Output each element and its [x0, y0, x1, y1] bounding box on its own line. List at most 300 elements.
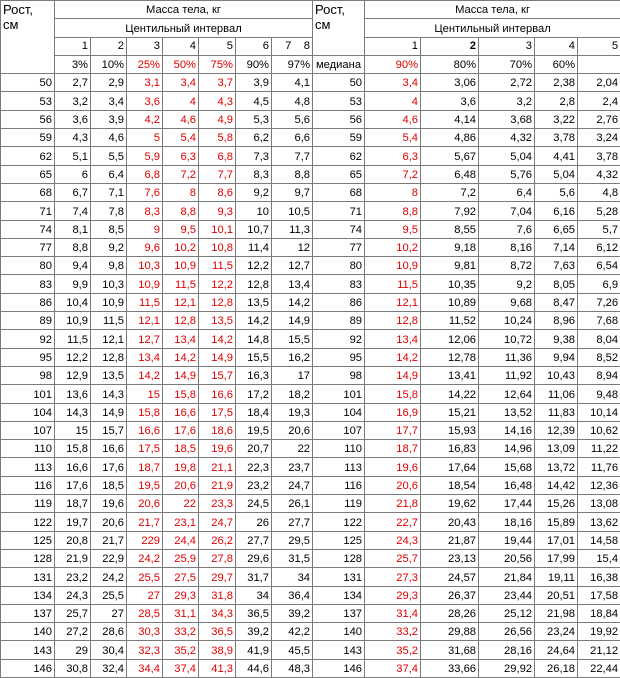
ratio-cell: 13,08 — [578, 495, 620, 513]
mass-cell: 33,2 — [163, 623, 199, 641]
ratio-cell: 2,38 — [535, 74, 578, 92]
mass-cell: 24,4 — [163, 531, 199, 549]
ratio-cell: 6,16 — [535, 202, 578, 220]
mass-cell: 45,5 — [272, 641, 313, 659]
ratio-cell: 26,37 — [421, 586, 479, 604]
mass-cell: 13,4 — [163, 330, 199, 348]
mediana-label: медиана — [313, 55, 365, 73]
table-row — [1, 513, 620, 531]
mass-cell: 23,3 — [199, 495, 236, 513]
height-cell: 137 — [313, 604, 365, 622]
ratio-cell: 21,12 — [578, 641, 620, 659]
ratio-cell: 17,99 — [535, 549, 578, 567]
ratio-cell: 33,66 — [421, 659, 479, 677]
mass-cell: 5,8 — [199, 129, 236, 147]
percentile-75: 75% — [199, 55, 236, 73]
mass-cell: 30,3 — [127, 623, 163, 641]
mass-cell: 29,7 — [199, 568, 236, 586]
mass-cell: 12,2 — [199, 275, 236, 293]
ratio-cell: 19,44 — [479, 531, 535, 549]
ratio-cell: 6,48 — [421, 165, 479, 183]
ratio-cell: 8,96 — [535, 312, 578, 330]
percentile-97: 97% — [272, 55, 313, 73]
ratio-cell: 3,22 — [535, 110, 578, 128]
ratio-cell: 6,9 — [578, 275, 620, 293]
ratio-cell: 31,68 — [421, 641, 479, 659]
mass-cell: 3,4 — [91, 92, 127, 110]
median-cell: 4 — [365, 92, 421, 110]
height-cell: 77 — [1, 238, 55, 256]
mass-cell: 34,4 — [127, 659, 163, 677]
height-cell: 71 — [313, 202, 365, 220]
mass-cell: 25,5 — [127, 568, 163, 586]
ratio-cell: 9,38 — [535, 330, 578, 348]
height-cell: 50 — [313, 74, 365, 92]
mass-cell: 21,7 — [91, 531, 127, 549]
ratio-cell: 16,38 — [578, 568, 620, 586]
mass-cell: 27,2 — [55, 623, 91, 641]
median-cell: 3,4 — [365, 74, 421, 92]
height-cell: 122 — [1, 513, 55, 531]
table-row — [1, 293, 620, 311]
mass-cell: 22 — [272, 440, 313, 458]
height-cell: 68 — [1, 183, 55, 201]
percent-80: 80% — [421, 55, 479, 73]
ratio-cell: 10,43 — [535, 366, 578, 384]
ratio-cell: 22,44 — [578, 659, 620, 677]
mass-cell: 10,9 — [55, 312, 91, 330]
mass-cell: 4 — [163, 92, 199, 110]
median-cell: 14,2 — [365, 348, 421, 366]
ratio-cell: 9,18 — [421, 238, 479, 256]
mass-cell: 8,6 — [199, 183, 236, 201]
height-cell: 119 — [313, 495, 365, 513]
ratio-cell: 5,6 — [535, 183, 578, 201]
ratio-cell: 18,84 — [578, 604, 620, 622]
ratio-cell: 11,22 — [578, 440, 620, 458]
height-cell: 83 — [313, 275, 365, 293]
percentile-50: 50% — [163, 55, 199, 73]
ratio-cell: 21,84 — [479, 568, 535, 586]
ratio-cell: 8,04 — [578, 330, 620, 348]
ratio-cell: 4,32 — [479, 129, 535, 147]
height-cell: 101 — [1, 385, 55, 403]
ratio-cell: 24,57 — [421, 568, 479, 586]
ratio-cell: 5,76 — [479, 165, 535, 183]
table-row — [1, 549, 620, 567]
mass-cell: 10,7 — [236, 220, 272, 238]
table-row — [1, 366, 620, 384]
mass-cell: 7,1 — [91, 183, 127, 201]
ratio-cell: 19,62 — [421, 495, 479, 513]
mass-cell: 35,2 — [163, 641, 199, 659]
ratio-cell: 14,16 — [479, 421, 535, 439]
ratio-cell: 19,92 — [578, 623, 620, 641]
table-row — [1, 348, 620, 366]
ratio-cell: 5,7 — [578, 220, 620, 238]
mass-cell: 8,8 — [272, 165, 313, 183]
height-cell: 131 — [1, 568, 55, 586]
ratio-cell: 11,92 — [479, 366, 535, 384]
interval-index: 3 — [479, 37, 535, 55]
mass-cell: 15,8 — [163, 385, 199, 403]
height-cell: 56 — [313, 110, 365, 128]
mass-cell: 24,7 — [272, 476, 313, 494]
height-cell: 62 — [313, 147, 365, 165]
mass-cell: 27,7 — [272, 513, 313, 531]
ratio-cell: 25,12 — [479, 604, 535, 622]
mass-cell: 20,6 — [91, 513, 127, 531]
height-cell: 104 — [313, 403, 365, 421]
mass-cell: 21,1 — [199, 458, 236, 476]
mass-cell: 27,7 — [236, 531, 272, 549]
mass-cell: 3,7 — [199, 74, 236, 92]
mass-cell: 16,6 — [55, 458, 91, 476]
mass-cell: 23,7 — [272, 458, 313, 476]
mass-cell: 5,1 — [55, 147, 91, 165]
ratio-cell: 3,78 — [578, 147, 620, 165]
ratio-cell: 7,04 — [479, 202, 535, 220]
mass-cell: 7,3 — [236, 147, 272, 165]
ratio-cell: 9,81 — [421, 257, 479, 275]
mass-cell: 26,2 — [199, 531, 236, 549]
ratio-cell: 4,14 — [421, 110, 479, 128]
centile-title-right: Центильный интервал — [365, 19, 620, 37]
ratio-cell: 9,94 — [535, 348, 578, 366]
mass-cell: 22,9 — [91, 549, 127, 567]
mass-cell: 6,6 — [272, 129, 313, 147]
mass-cell: 29,6 — [236, 549, 272, 567]
mass-cell: 17,2 — [236, 385, 272, 403]
height-cell: 101 — [313, 385, 365, 403]
mass-cell: 8,1 — [55, 220, 91, 238]
height-cell: 92 — [313, 330, 365, 348]
mass-cell: 32,3 — [127, 641, 163, 659]
mass-cell: 14,2 — [236, 312, 272, 330]
interval-index: 6 — [236, 37, 272, 55]
mass-cell: 30,4 — [91, 641, 127, 659]
ratio-cell: 20,51 — [535, 586, 578, 604]
mass-cell: 18,2 — [272, 385, 313, 403]
ratio-cell: 4,41 — [535, 147, 578, 165]
mass-cell: 23,2 — [236, 476, 272, 494]
table-row — [1, 476, 620, 494]
mass-cell: 10,2 — [163, 238, 199, 256]
height-cell: 143 — [1, 641, 55, 659]
ratio-cell: 8,05 — [535, 275, 578, 293]
ratio-cell: 2,4 — [578, 92, 620, 110]
mass-cell: 7,7 — [199, 165, 236, 183]
mass-cell: 26,1 — [272, 495, 313, 513]
table-row — [1, 495, 620, 513]
interval-index: 4 — [535, 37, 578, 55]
mass-cell: 10,1 — [199, 220, 236, 238]
ratio-cell: 8,52 — [578, 348, 620, 366]
mass-cell: 26 — [236, 513, 272, 531]
mass-cell: 5,6 — [272, 110, 313, 128]
height-cell: 104 — [1, 403, 55, 421]
mass-cell: 17 — [272, 366, 313, 384]
ratio-cell: 3,2 — [479, 92, 535, 110]
mass-cell: 12,2 — [55, 348, 91, 366]
table-row — [1, 257, 620, 275]
median-cell: 9,5 — [365, 220, 421, 238]
height-cell: 50 — [1, 74, 55, 92]
mass-cell: 10,3 — [91, 275, 127, 293]
mass-cell: 44,6 — [236, 659, 272, 677]
ratio-cell: 11,83 — [535, 403, 578, 421]
mass-cell: 8,8 — [55, 238, 91, 256]
table-row — [1, 92, 620, 110]
median-cell: 10,9 — [365, 257, 421, 275]
mass-cell: 13,4 — [272, 275, 313, 293]
mass-cell: 4,9 — [199, 110, 236, 128]
height-cell: 80 — [1, 257, 55, 275]
height-cell: 113 — [313, 458, 365, 476]
mass-cell: 12,8 — [91, 348, 127, 366]
table-row — [1, 165, 620, 183]
mass-cell: 5,5 — [91, 147, 127, 165]
mass-cell: 9,2 — [236, 183, 272, 201]
mass-cell: 6,4 — [91, 165, 127, 183]
ratio-cell: 24,64 — [535, 641, 578, 659]
mass-cell: 48,3 — [272, 659, 313, 677]
ratio-cell: 11,36 — [479, 348, 535, 366]
ratio-cell: 6,65 — [535, 220, 578, 238]
mass-cell: 11,5 — [199, 257, 236, 275]
table-row — [1, 183, 620, 201]
mass-cell: 10,9 — [127, 275, 163, 293]
mass-cell: 3,2 — [55, 92, 91, 110]
table-row — [1, 440, 620, 458]
height-label: Рост, — [3, 2, 33, 17]
mass-cell: 229 — [127, 531, 163, 549]
median-cell: 35,2 — [365, 641, 421, 659]
ratio-cell: 14,42 — [535, 476, 578, 494]
median-cell: 20,6 — [365, 476, 421, 494]
table-body — [1, 74, 620, 678]
height-cell: 107 — [1, 421, 55, 439]
ratio-cell: 6,4 — [479, 183, 535, 201]
mass-cell: 17,6 — [163, 421, 199, 439]
median-cell: 12,8 — [365, 312, 421, 330]
mass-cell: 17,6 — [55, 476, 91, 494]
table-row — [1, 385, 620, 403]
ratio-cell: 10,89 — [421, 293, 479, 311]
mass-cell: 36,4 — [272, 586, 313, 604]
mass-cell: 16,2 — [272, 348, 313, 366]
ratio-cell: 13,72 — [535, 458, 578, 476]
mass-cell: 24,5 — [236, 495, 272, 513]
mass-cell: 12,8 — [199, 293, 236, 311]
mass-cell: 18,5 — [163, 440, 199, 458]
median-cell: 25,7 — [365, 549, 421, 567]
mass-cell: 16,6 — [163, 403, 199, 421]
height-unit: см — [315, 17, 330, 32]
mass-cell: 25,7 — [55, 604, 91, 622]
median-cell: 18,7 — [365, 440, 421, 458]
percentile-3: 3% — [55, 55, 91, 73]
mass-cell: 18,5 — [91, 476, 127, 494]
height-cell: 143 — [313, 641, 365, 659]
mass-cell: 25,9 — [163, 549, 199, 567]
mass-cell: 29,3 — [163, 586, 199, 604]
mass-cell: 9,2 — [91, 238, 127, 256]
mass-cell: 9,8 — [91, 257, 127, 275]
mass-cell: 36,5 — [199, 623, 236, 641]
mass-cell: 12,1 — [163, 293, 199, 311]
median-cell: 27,3 — [365, 568, 421, 586]
mass-cell: 9,3 — [199, 202, 236, 220]
mass-cell: 3,6 — [55, 110, 91, 128]
height-cell: 71 — [1, 202, 55, 220]
mass-cell: 22,3 — [236, 458, 272, 476]
height-cell: 113 — [1, 458, 55, 476]
mass-cell: 8,8 — [163, 202, 199, 220]
mass-cell: 14,2 — [272, 293, 313, 311]
ratio-cell: 12,06 — [421, 330, 479, 348]
mass-cell: 9,9 — [55, 275, 91, 293]
mass-cell: 29,5 — [272, 531, 313, 549]
height-header-right — [313, 1, 365, 56]
height-cell: 59 — [1, 129, 55, 147]
mass-cell: 27 — [127, 586, 163, 604]
median-cell: 10,2 — [365, 238, 421, 256]
ratio-cell: 2,8 — [535, 92, 578, 110]
mass-cell: 10,4 — [55, 293, 91, 311]
mass-cell: 16,6 — [199, 385, 236, 403]
mass-cell: 5 — [127, 129, 163, 147]
interval-index: 1 — [55, 37, 91, 55]
height-cell: 86 — [1, 293, 55, 311]
ratio-cell: 2,04 — [578, 74, 620, 92]
mass-cell: 6,8 — [127, 165, 163, 183]
mass-cell: 15,5 — [272, 330, 313, 348]
mass-cell: 3,6 — [127, 92, 163, 110]
mass-cell: 38,9 — [199, 641, 236, 659]
mass-cell: 14,3 — [55, 403, 91, 421]
mass-cell: 17,5 — [127, 440, 163, 458]
ratio-cell: 5,04 — [535, 165, 578, 183]
height-cell: 134 — [313, 586, 365, 604]
height-cell: 140 — [313, 623, 365, 641]
percentile-25: 25% — [127, 55, 163, 73]
mass-cell: 9 — [127, 220, 163, 238]
mass-cell: 31,1 — [163, 604, 199, 622]
mass-cell: 6,3 — [163, 147, 199, 165]
median-cell: 22,7 — [365, 513, 421, 531]
ratio-cell: 16,83 — [421, 440, 479, 458]
mass-cell: 15,7 — [199, 366, 236, 384]
table-row — [1, 202, 620, 220]
mass-cell: 14,2 — [163, 348, 199, 366]
mass-cell: 3,4 — [163, 74, 199, 92]
mass-cell: 8,3 — [236, 165, 272, 183]
table-row — [1, 238, 620, 256]
mass-cell: 41,3 — [199, 659, 236, 677]
mass-cell: 9,5 — [163, 220, 199, 238]
mass-cell: 14,9 — [272, 312, 313, 330]
mass-cell: 3,9 — [236, 74, 272, 92]
ratio-cell: 8,72 — [479, 257, 535, 275]
mass-cell: 9,7 — [272, 183, 313, 201]
median-cell: 11,5 — [365, 275, 421, 293]
ratio-cell: 10,72 — [479, 330, 535, 348]
mass-cell: 32,4 — [91, 659, 127, 677]
ratio-cell: 28,26 — [421, 604, 479, 622]
percentile-90: 90% — [236, 55, 272, 73]
mass-cell: 14,8 — [236, 330, 272, 348]
ratio-cell: 12,78 — [421, 348, 479, 366]
height-cell: 83 — [1, 275, 55, 293]
mass-cell: 14,3 — [91, 385, 127, 403]
median-cell: 4,6 — [365, 110, 421, 128]
mass-cell: 31,7 — [236, 568, 272, 586]
ratio-cell: 23,13 — [421, 549, 479, 567]
height-cell: 134 — [1, 586, 55, 604]
mass-cell: 5,9 — [127, 147, 163, 165]
mass-cell: 19,7 — [55, 513, 91, 531]
ratio-cell: 7,14 — [535, 238, 578, 256]
height-cell: 56 — [1, 110, 55, 128]
median-cell: 14,9 — [365, 366, 421, 384]
mass-cell: 11,5 — [91, 312, 127, 330]
interval-index: 4 — [163, 37, 199, 55]
ratio-cell: 21,98 — [535, 604, 578, 622]
mass-cell: 16,3 — [236, 366, 272, 384]
mass-title-left: Масса тела, кг — [55, 1, 313, 19]
height-cell: 89 — [313, 312, 365, 330]
mass-cell: 19,6 — [91, 495, 127, 513]
mass-cell: 30,8 — [55, 659, 91, 677]
mass-cell: 19,5 — [236, 421, 272, 439]
mass-cell: 7,4 — [55, 202, 91, 220]
height-header-left — [1, 1, 55, 74]
table-row — [1, 531, 620, 549]
ratio-cell: 18,54 — [421, 476, 479, 494]
mass-cell: 27,5 — [163, 568, 199, 586]
mass-cell: 4,2 — [127, 110, 163, 128]
median-cell: 6,3 — [365, 147, 421, 165]
table-row — [1, 110, 620, 128]
ratio-cell: 29,92 — [479, 659, 535, 677]
ratio-cell: 11,52 — [421, 312, 479, 330]
mass-cell: 2,9 — [91, 74, 127, 92]
height-cell: 95 — [313, 348, 365, 366]
mass-cell: 23,1 — [163, 513, 199, 531]
mass-cell: 8,5 — [91, 220, 127, 238]
mass-cell: 17,6 — [91, 458, 127, 476]
ratio-cell: 7,68 — [578, 312, 620, 330]
height-cell: 107 — [313, 421, 365, 439]
mass-cell: 2,7 — [55, 74, 91, 92]
ratio-cell: 14,96 — [479, 440, 535, 458]
ratio-cell: 13,09 — [535, 440, 578, 458]
mass-cell: 4,1 — [272, 74, 313, 92]
mass-cell: 9,6 — [127, 238, 163, 256]
median-cell: 15,8 — [365, 385, 421, 403]
mass-cell: 8 — [163, 183, 199, 201]
mass-cell: 11,3 — [272, 220, 313, 238]
ratio-cell: 15,4 — [578, 549, 620, 567]
height-cell: 128 — [1, 549, 55, 567]
mass-cell: 14,2 — [127, 366, 163, 384]
height-cell: 119 — [1, 495, 55, 513]
mass-cell: 14,9 — [163, 366, 199, 384]
percent-60: 60% — [535, 55, 578, 73]
mass-cell: 18,6 — [199, 421, 236, 439]
median-cell: 37,4 — [365, 659, 421, 677]
